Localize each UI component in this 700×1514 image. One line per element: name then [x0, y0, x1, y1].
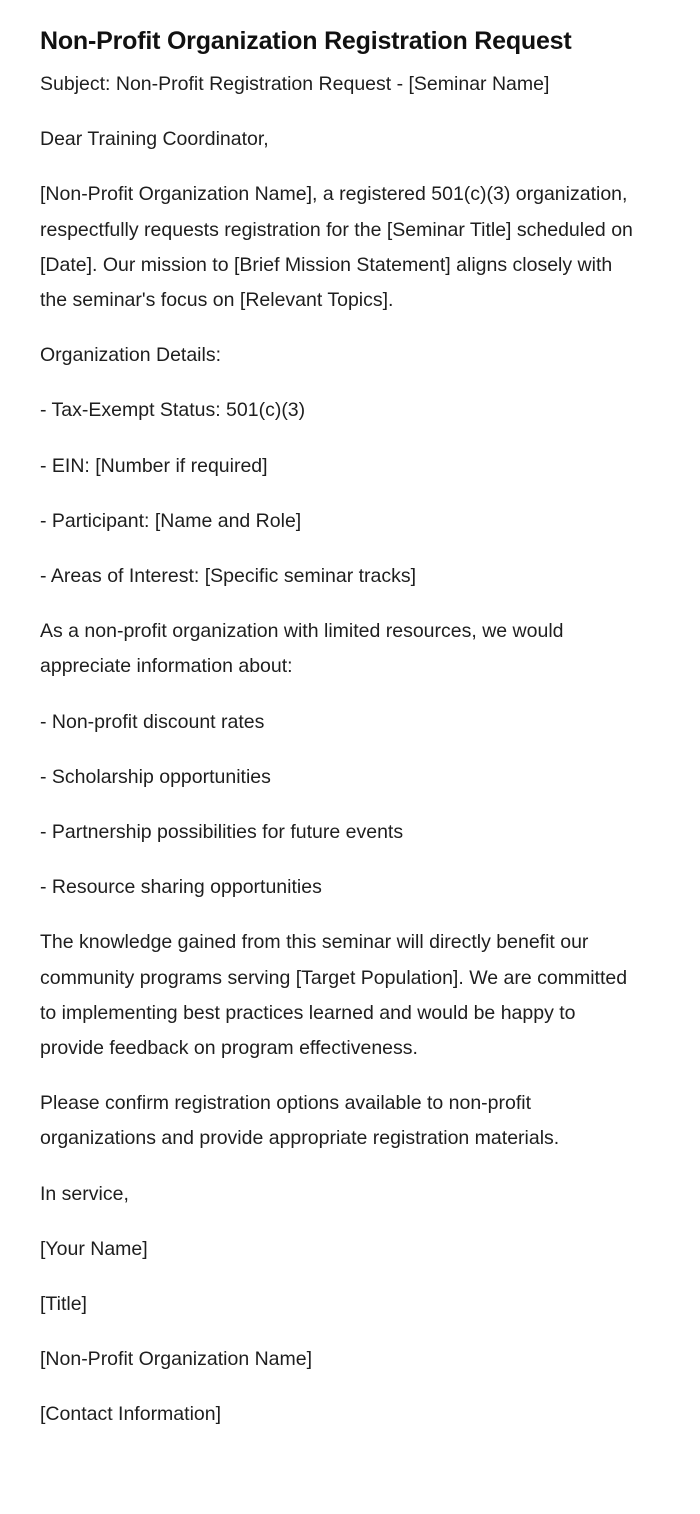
greeting: Dear Training Coordinator, — [40, 128, 269, 151]
request-item-discount-rates: - Non-profit discount rates — [40, 710, 265, 733]
signature-title: [Title] — [40, 1293, 87, 1316]
request-item-scholarships: - Scholarship opportunities — [40, 765, 271, 788]
detail-item-tax-status: - Tax-Exempt Status: 501(c)(3) — [40, 399, 306, 422]
signature-name: [Your Name] — [40, 1237, 148, 1260]
signature-organization: [Non-Profit Organization Name] — [40, 1348, 313, 1371]
details-heading: Organization Details: — [40, 344, 222, 367]
detail-item-areas-of-interest: - Areas of Interest: [Specific seminar tracks] — [40, 565, 417, 588]
detail-item-ein: - EIN: [Number if required] — [40, 454, 268, 477]
document-title: Non-Profit Organization Registration Request — [40, 27, 572, 55]
request-intro-paragraph: As a non-profit organization with limited resources, we would appreciate information about: — [40, 620, 564, 678]
signoff: In service, — [40, 1182, 129, 1205]
detail-item-participant: - Participant: [Name and Role] — [40, 509, 302, 532]
benefit-paragraph: The knowledge gained from this seminar will directly benefit our community programs serving [Target Population]. We are committed to implementing best practices learned and would be happy to provide feedback on program effectiveness. — [40, 931, 628, 1060]
request-item-resource-sharing: - Resource sharing opportunities — [40, 876, 322, 899]
intro-paragraph: [Non-Profit Organization Name], a registered 501(c)(3) organization, respectfully requests registration for the [Seminar Title] scheduled on [Date]. Our mission to [Brief Mission Statement] aligns closely with the seminar's focus on [Relevant Topics]. — [40, 183, 633, 312]
closing-request-paragraph: Please confirm registration options available to non-profit organizations and provide appropriate registration materials. — [40, 1092, 560, 1150]
signature-contact: [Contact Information] — [40, 1403, 222, 1426]
subject-line: Subject: Non-Profit Registration Request - [Seminar Name] — [40, 73, 550, 95]
request-item-partnerships: - Partnership possibilities for future events — [40, 821, 404, 844]
